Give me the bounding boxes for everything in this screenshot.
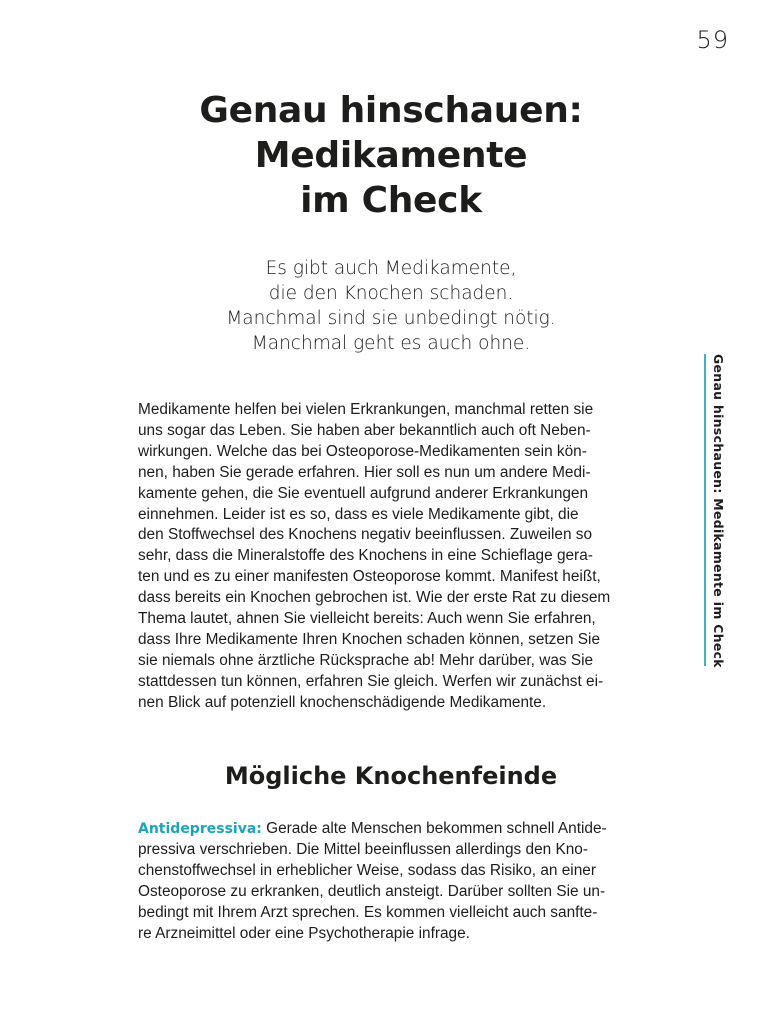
text-line: einnehmen. Leider ist es so, dass es viele Medikamente gibt, die [138, 505, 579, 523]
text-fragment: Gerade alte Menschen bekommen schnell Antide- [261, 820, 607, 837]
chapter-intro [140, 256, 642, 356]
text-line: bedingt mit Ihrem Arzt sprechen. Es kommen vielleicht auch sanfte- [138, 903, 598, 921]
text-line: ten und es zu einer manifesten Osteoporose kommt. Manifest heißt, [138, 568, 601, 586]
text-line: dass Ihre Medikamente Ihren Knochen schaden können, setzen Sie [138, 630, 601, 648]
chapter-title [140, 88, 642, 223]
text-line: re Arzneimittel oder eine Psychotherapie infrage. [138, 924, 470, 942]
text-line: pressiva verschrieben. Die Mittel beeinflussen allerdings den Kno- [138, 840, 588, 858]
text-line: wirkungen. Welche das bei Osteoporose-Medikamenten sein kön- [138, 442, 587, 460]
body-paragraph-antidepressiva [138, 819, 648, 944]
intro-line: Manchmal sind sie unbedingt nötig. [226, 308, 556, 329]
intro-line: Es gibt auch Medikamente, [265, 258, 517, 279]
side-tab-chapter-label: Genau hinschauen: Medikamente im Check [711, 354, 726, 668]
text-line: sehr, dass die Mineralstoffe des Knochens in eine Schieflage gera- [138, 547, 593, 565]
text-line: nen, haben Sie gerade erfahren. Hier soll es nun um andere Medi- [138, 463, 591, 481]
text-line: kamente gehen, die Sie eventuell aufgrund anderer Erkrankungen [138, 484, 589, 502]
text-line: dass bereits ein Knochen gebrochen ist. Wie der erste Rat zu diesem [138, 589, 611, 607]
text-line: nen Blick auf potenziell knochenschädigende Medikamente. [138, 693, 547, 711]
page-number: 59 [696, 26, 729, 54]
section-heading: Mögliche Knochenfeinde [224, 762, 558, 790]
text-line: Thema lautet, ahnen Sie vielleicht bereits: Auch wenn Sie erfahren, [138, 610, 596, 628]
intro-line: Manchmal geht es auch ohne. [251, 333, 531, 354]
body-paragraph-intro [138, 400, 648, 714]
chapter-title-line: im Check [300, 180, 482, 221]
intro-line: die den Knochen schaden. [268, 283, 514, 304]
text-line: chenstoffwechsel in erheblicher Weise, sodass das Risiko, an einer [138, 861, 596, 879]
text-line: Medikamente helfen bei vielen Erkrankungen, manchmal retten sie [138, 401, 594, 418]
text-line: Osteoporose zu erkranken, deutlich ansteigt. Darüber sollten Sie un- [138, 882, 606, 900]
text-line [138, 819, 648, 840]
text-line: stattdessen tun können, erfahren Sie gleich. Werfen wir zunächst ei- [138, 672, 604, 690]
text-line: uns sogar das Leben. Sie haben aber bekanntlich auch oft Neben- [138, 421, 591, 439]
text-line: den Stoffwechsel des Knochens negativ beeinflussen. Zuweilen so [138, 526, 593, 544]
side-tab-rule [704, 354, 706, 666]
chapter-title-line: Medikamente [254, 135, 528, 176]
term-label: Antidepressiva: [138, 821, 262, 837]
text-line: sie niemals ohne ärztliche Rücksprache ab! Mehr darüber, was Sie [138, 651, 594, 669]
chapter-title-line: Genau hinschauen: [199, 90, 583, 131]
